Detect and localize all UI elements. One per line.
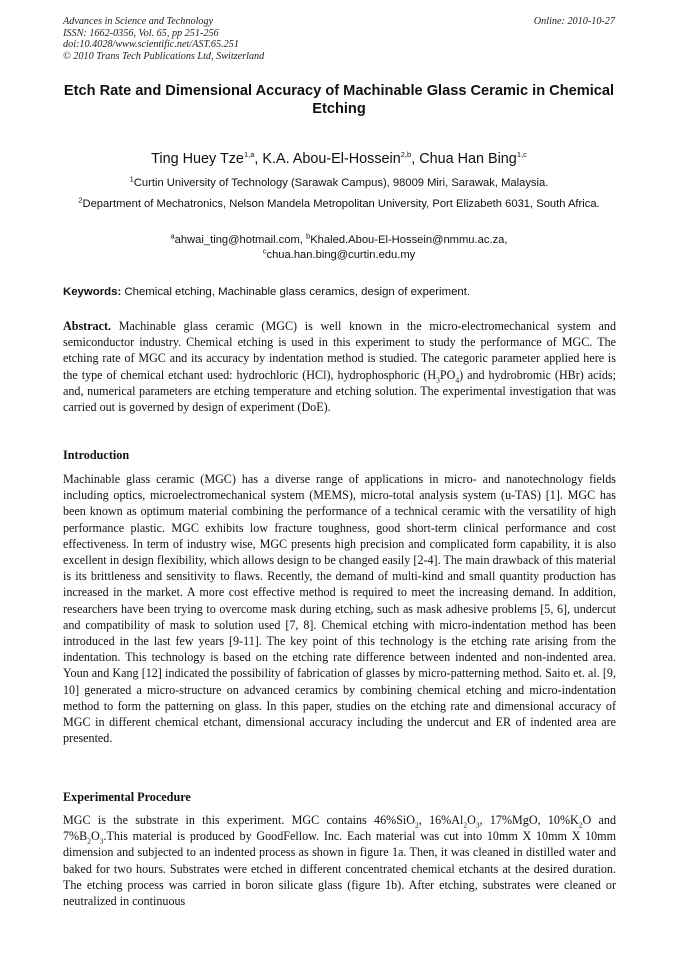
- paper-title: Etch Rate and Dimensional Accuracy of Machinable Glass Ceramic in Chemical Etching: [63, 83, 615, 117]
- body-text: MGC is the substrate in this experiment. MGC contains 46%SiO: [63, 813, 416, 827]
- author-name: Ting Huey Tze: [151, 151, 244, 167]
- abstract-label: Abstract.: [63, 319, 112, 333]
- email-superscript: a: [170, 231, 175, 241]
- affiliation-superscript: 2: [78, 195, 83, 205]
- abstract-text: ) and hydrobromic (HBr) acids; and, numerical parameters are etching temperature and etching solution. The experimental investigation that was carried out is governed by design of experiment (DoE).: [63, 367, 616, 415]
- affiliation: [60, 176, 618, 191]
- affiliation-text: Department of Mechatronics, Nelson Mandela Metropolitan University, Port Elizabeth 6031, South Africa.: [82, 198, 600, 210]
- keywords-label: Keywords:: [63, 286, 122, 298]
- email-link[interactable]: ahwai_ting@hotmail.com,: [174, 234, 307, 246]
- subscript: 4: [455, 375, 460, 385]
- affiliation-superscript: 1: [129, 174, 134, 184]
- section-heading-experimental: Experimental Procedure: [63, 790, 191, 804]
- author-superscript: 1,c: [516, 150, 527, 160]
- online-date: Online: 2010-10-27: [533, 16, 615, 27]
- subscript: 3: [99, 836, 104, 846]
- subscript: 3: [475, 820, 480, 830]
- body-text: .This material is produced by GoodFellow. Inc. Each material was cut into 10mm X 10mm X 10mm dimension and subjected to an indented process as shown in figure 1a. Then, it was cleaned in distilled water and baked for two hours. Substrates were etched in different concentrated chemical etchants at the desired duration. The etching process was carried in boron silicate glass (figure 1b). After etching, substrates were cleaned or neutralized in continuous: [63, 829, 616, 909]
- experimental-paragraph: [63, 812, 616, 909]
- journal-issn: ISSN: 1662-0356, Vol. 65, pp 251-256: [63, 27, 219, 39]
- abstract-text: Machinable glass ceramic (MGC) is well known in the micro-electromechanical system and semiconductor industry. Chemical etching is used in this experiment to study the performance of MGC. The etching rate of MGC and its accuracy by indentation method is studied. The categoric parameter applied here is the type of chemical etchant used: hydrochloric (HCl), hydrophosphoric (H: [63, 319, 616, 382]
- email-superscript: c: [262, 245, 267, 255]
- subscript: 2: [463, 820, 468, 830]
- author-name: K.A. Abou-El-Hossein: [262, 151, 401, 167]
- keywords: [63, 285, 618, 299]
- abstract-paragraph: [63, 318, 616, 415]
- body-text: , 17%MgO, 10%K: [479, 813, 579, 827]
- author-superscript: 1,a: [243, 150, 255, 160]
- email-superscript: b: [306, 231, 311, 241]
- journal-doi: doi:10.4028/www.scientific.net/AST.65.251: [63, 39, 239, 51]
- abstract-text: PO: [439, 367, 456, 382]
- email-list: [140, 233, 538, 262]
- email-link[interactable]: chua.han.bing@curtin.edu.my: [266, 248, 416, 261]
- affiliation-text: Curtin University of Technology (Sarawak Campus), 98009 Miri, Sarawak, Malaysia.: [133, 177, 549, 189]
- body-text: O: [90, 829, 100, 844]
- subscript: 2: [415, 820, 419, 830]
- author-superscript: 2,b: [400, 150, 412, 160]
- journal-header: [63, 16, 615, 62]
- subscript: 2: [87, 836, 91, 846]
- keywords-text: Chemical etching, Machinable glass ceramics, design of experiment.: [121, 286, 471, 298]
- author-name: Chua Han Bing: [419, 151, 517, 167]
- body-text: O and 7%B: [63, 813, 616, 844]
- subscript: 2: [578, 820, 583, 830]
- author-list: Ting Huey Tze$^{1,a}$, K.A. Abou-El-Hossein$^{2,b}$, Chua Han Bing$^{1,c}$: [151, 150, 527, 167]
- section-heading-introduction: Introduction: [63, 448, 130, 462]
- journal-name: Advances in Science and Technology: [63, 16, 214, 27]
- journal-copyright: © 2010 Trans Tech Publications Ltd, Switzerland: [63, 50, 265, 62]
- body-text: O: [467, 813, 476, 827]
- introduction-paragraph: Machinable glass ceramic (MGC) has a diverse range of applications in micro- and nanotechnology fields including optics, microelectromechanical system (MEMS), micro-total analysis system (u-TAS) [1]. MGC has been known as optimum material combining the performance of a technical ceramic with the versatility of high performance plastic. MGC exhibits low fracture toughness, good short-term clinical performance and cost effectiveness. In term of industry wise, MGC presents high precision and complicated form capability, it is also excellent in design flexibility, which allows design to be changed easily [2-4]. The main drawback of this material is its brittleness and sensitivity to flaws. Recently, the demand of multi-kind and small quantity production has increased in the market. A more cost effective method is required to meet the increasing demand. In addition, researchers have been trying to overcome mask during etching, such as mask adhesive problems [5, 6], undercut and compatibility of mask to solution used [7, 8]. Chemical etching with micro-indentation method has been introduced in the last few years [9-11]. The key point of this technology is the etching rate arising from the indentation. This technology is based on the etching rate difference between indented and non-indented area. Youn and Kang [12] indicated the possibility of fabrication of glasses by micro-patterning method. Saito et. al. [9, 10] generated a micro-structure on advanced ceramics by combining chemical etching and micro-indentation method to form the patterning on glass. In this paper, studies on the etching rate and dimensional accuracy of MGC in different chemical etchant, dimensional accuracy including the undercut and ER of indented area are presented.: [63, 472, 616, 746]
- body-text: , 16%Al: [418, 813, 464, 827]
- subscript: 3: [436, 375, 440, 385]
- affiliation: [63, 197, 615, 212]
- email-link[interactable]: Khaled.Abou-El-Hossein@nmmu.ac.za,: [310, 234, 508, 246]
